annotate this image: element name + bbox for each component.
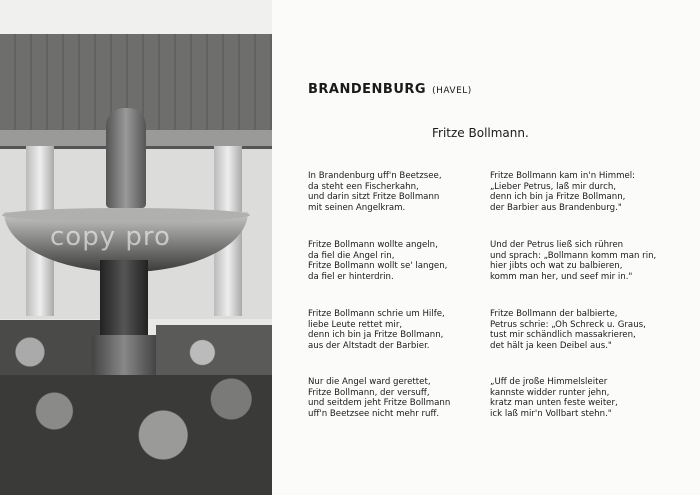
- stanza: Nur die Angel ward gerettet, Fritze Bollmann, der versuff, und seitdem jeht Fritze Bollmann uff'n Beetzsee nicht mehr ruff.: [308, 377, 451, 419]
- stanza: Fritze Bollmann kam in'n Himmel: „Lieber Petrus, laß mir durch, denn ich bin ja Fritze Bollmann, der Barbier aus Brandenburg.": [490, 171, 636, 213]
- stanza: Fritze Bollmann schrie um Hilfe, liebe Leute rettet mir, denn ich bin ja Fritze Bollmann, aus der Altstadt der Barbier.: [308, 309, 445, 351]
- stanza: Fritze Bollmann der balbierte, Petrus schrie: „Oh Schreck u. Graus, tust mir schändlich massakrieren, det hält ja keen Deibel aus.": [490, 309, 646, 351]
- stanza: In Brandenburg uff'n Beetzsee, da steht een Fischerkahn, und darin sitzt Fritze Bollmann mit seinen Angelkram.: [308, 171, 442, 213]
- stanza: Fritze Bollmann wollte angeln, da fiel die Angel rin, Fritze Bollmann wollt se' langen, da fiel er hinterdrin.: [308, 240, 448, 282]
- statue: [106, 108, 146, 208]
- poem-title: Fritze Bollmann.: [432, 126, 529, 140]
- stanza: „Uff de jroße Himmelsleiter kannste widder runter jehn, kratz man unten feste weiter, ick laß mir'n Vollbart stehn.": [490, 377, 618, 419]
- watermark: copy pro: [50, 222, 171, 252]
- fountain-photo: [0, 0, 272, 495]
- place-heading: BRANDENBURG (HAVEL): [308, 82, 472, 97]
- stanza: Und der Petrus ließ sich rühren und sprach: „Bollmann komm man rin, hier jibts och wat zu balbieren, komm man her, und seef mir in.": [490, 240, 657, 282]
